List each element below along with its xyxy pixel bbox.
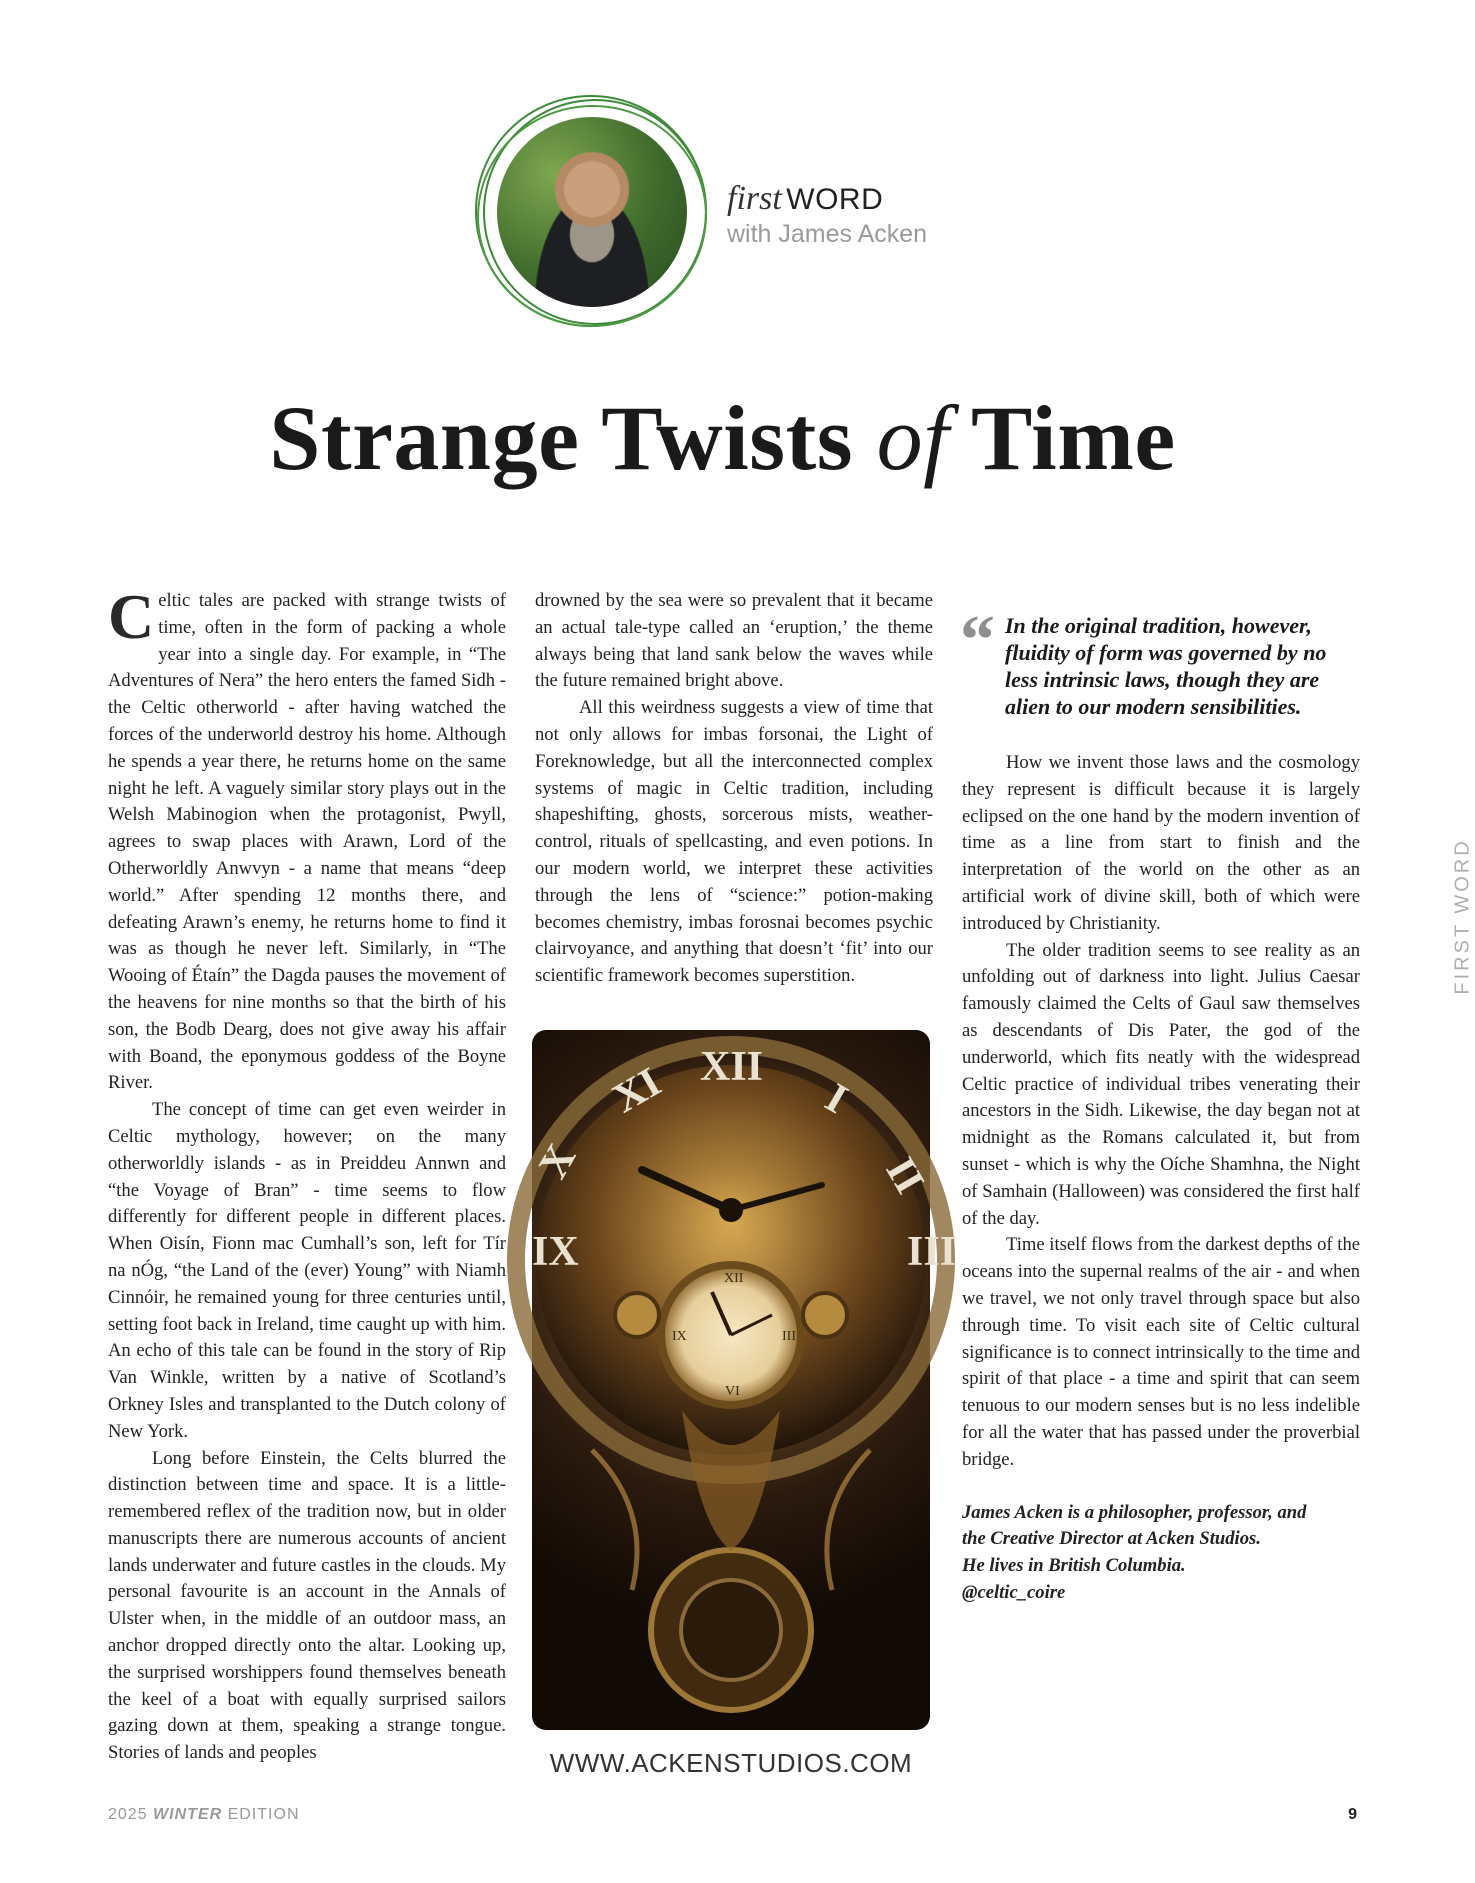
paragraph: All this weirdness suggests a view of time that not only allows for imbas forsonai, the Light of Foreknowledge, but all the interconnected complex systems of magic in Celtic tradition, including shapeshifting, ghosts, sorcerous mists, weather-control, rituals of spellcasting, and even potions. In our modern world, we interpret these activities through the lens of “science:” potion-making becomes chemistry, imbas forosnai becomes psychic clairvoyance, and anything that doesn’t ‘fit’ into our scientific framework becomes superstition. [535, 697, 933, 987]
footer-edition-label: EDITION [227, 1806, 300, 1823]
clock-illustration [530, 1030, 957, 1730]
bio-line: James Acken is a philosopher, professor, and [962, 1501, 1307, 1523]
paragraph-text: eltic tales are packed with strange twists of time, often in the form of packing a whole year into a single day. For example, in “The Adventures of Nera” the hero enters the famed Sidh - the Celtic otherworld - after having watched the forces of the underworld destroy his home. Although he spends a year there, he returns home on the same night he left. A vaguely similar story plays out in the Welsh Mabinogion when the protagonist, Pwyll, agrees to swap places with Arawn, Lord of the Otherworldly Anwvyn - a name that means “deep world.” After spending 12 months there, and defeating Arawn’s enemy, he returns home to find it was as though he never left. Similarly, in “The Wooing of Étaín” the Dagda pauses the movement of the heavens for nine months so that the birth of his son, the Bodb Dearg, does not give away his affair with Boand, the eponymous goddess of the Boyne River. [108, 590, 506, 1094]
svg-text:II: II [876, 1150, 933, 1202]
pull-quote [960, 602, 1360, 720]
paragraph: The concept of time can get even weirder in Celtic mythology, however; on the many otherworldly islands - as in Preiddeu Annwn and “the Voyage of Bran” - time seems to flow differently for different people in different places. When Oisín, Fionn mac Cumhall’s son, left for Tír na nÓg, “the Land of the (ever) Young” with Niamh Cinnóir, he remained young for three centuries until, setting foot back in Ireland, time caught up with him. An echo of this tale can be found in the story of Rip Van Winkle, written by a native of Scotland’s Orkney Isles and transplanted to the Dutch colony of New York. [108, 1099, 506, 1442]
svg-text:IX: IX [672, 1329, 687, 1344]
svg-text:IX: IX [532, 1229, 579, 1275]
kicker-italic: first [727, 180, 782, 217]
quote-mark-icon: “ [960, 602, 995, 679]
svg-text:VI: VI [725, 1384, 740, 1399]
title-part1: Strange Twists [269, 387, 854, 489]
paragraph: drowned by the sea were so prevalent that it became an actual tale-type called an ‘eruption,’ the theme always being that land sank below the waves while the future remained bright above. [535, 590, 933, 692]
footer-edition [108, 1806, 300, 1824]
paragraph: Time itself flows from the darkest depths of the oceans into the supernal realms of the air - and when we travel, we not only travel through space but also through time. To visit each site of Celtic cultural significance is to connect intrinsically to the time and spirit of that place - a time and spirit that can seem tenuous to our modern senses but is no less indelible for all the water that has passed under the proverbial bridge. [962, 1234, 1360, 1470]
section-side-label: FIRST WORD [1451, 838, 1474, 995]
paragraph: How we invent those laws and the cosmology they represent is difficult because it is largely eclipsed on the one hand by the modern invention of time as a line from start to finish and the interpretation of the world on the other as an artificial work of divine skill, both of which were introduced by Christianity. [962, 752, 1360, 934]
author-portrait [475, 95, 715, 335]
article-column-1 [108, 581, 506, 1764]
article-title [0, 385, 1445, 491]
footer-year: 2025 [108, 1806, 148, 1823]
svg-text:XII: XII [724, 1271, 744, 1286]
clockwork-artwork [530, 1030, 957, 1730]
article-column-2 [535, 588, 933, 988]
paragraph [108, 581, 506, 1097]
svg-text:X: X [530, 1136, 586, 1187]
author-photo [497, 117, 687, 307]
paragraph: The older tradition seems to see reality as an unfolding out of darkness into light. Julius Caesar famously claimed the Celts of Gaul saw themselves as descendants of Dis Pater, the god of the underworld, which fits neatly with the widespread Celtic practice of individual tribes venerating their ancestors in the Sidh. Likewise, the day began not at midnight as the Romans calculated it, but from sunset - which is why the Oíche Shamhna, the Night of Samhain (Halloween) was considered the first half of the day. [962, 939, 1360, 1229]
kicker-caps: WORD [786, 183, 884, 216]
page-number: 9 [1348, 1806, 1357, 1823]
pull-quote-text: In the original tradition, however, fluidity of form was governed by no less intrinsic laws, though they are alien to our modern sensibilities. [1005, 613, 1327, 719]
svg-text:XII: XII [700, 1044, 764, 1090]
svg-text:III: III [907, 1229, 957, 1275]
title-part2: Time [970, 387, 1176, 489]
bio-handle: @celtic_coire [962, 1581, 1066, 1603]
svg-text:III: III [782, 1329, 796, 1344]
svg-text:I: I [817, 1074, 855, 1124]
svg-text:XI: XI [605, 1059, 669, 1123]
author-bio [962, 1500, 1360, 1607]
website-url: WWW.ACKENSTUDIOS.COM [549, 1748, 913, 1778]
bio-line: the Creative Director at Acken Studios. [962, 1528, 1261, 1550]
bio-line: He lives in British Columbia. [962, 1555, 1186, 1577]
article-column-3 [962, 750, 1360, 1607]
footer-season: WINTER [153, 1806, 223, 1823]
byline-author: with James Acken [727, 220, 928, 248]
column-byline [727, 180, 927, 249]
title-of: of [876, 387, 950, 489]
drop-cap: C [108, 581, 155, 652]
paragraph: Long before Einstein, the Celts blurred the distinction between time and space. It is a little-remembered reflex of the tradition now, but in older manuscripts there are numerous accounts of ancient lands underwater and future castles in the clouds. My personal favourite is an account in the Annals of Ulster when, in the middle of an outdoor mass, an anchor dropped directly onto the altar. Looking up, the surprised worshippers found themselves beneath the keel of a boat with equally surprised sailors gazing down at them, speaking a strange tongue. Stories of lands and peoples [108, 1447, 506, 1764]
